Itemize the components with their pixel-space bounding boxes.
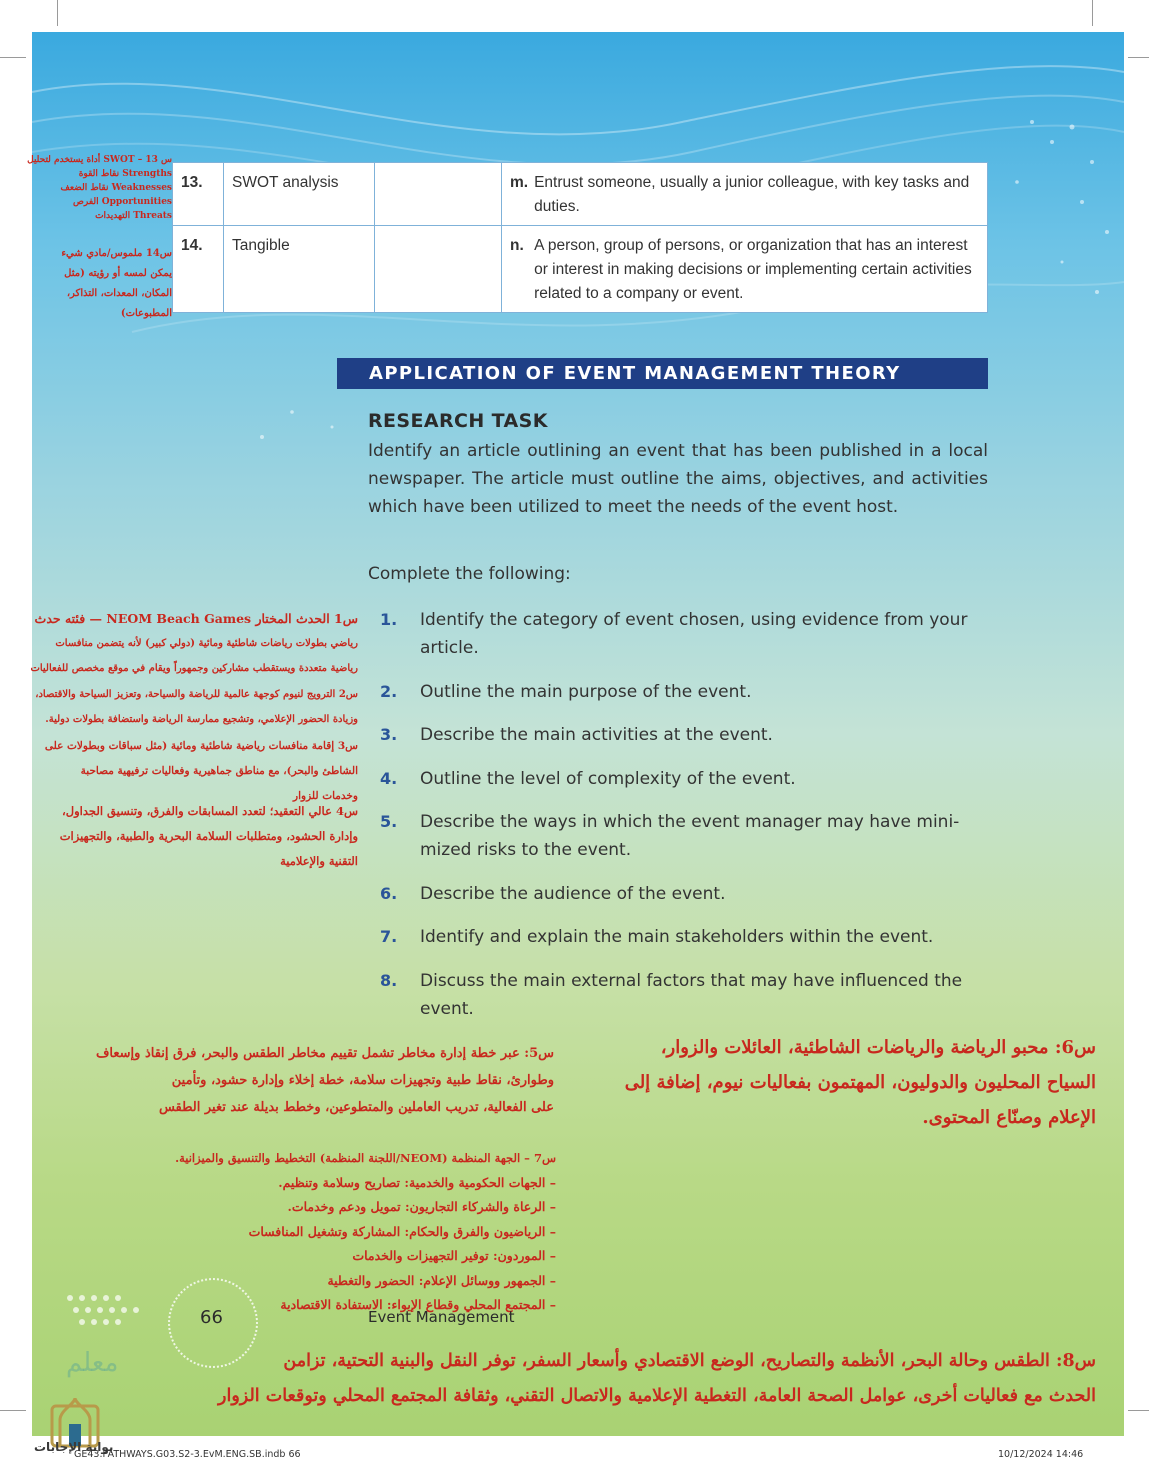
handwritten-answer-1: س1 الحدث المختار NEOM Beach Games — فئته حدث رياضي بطولات رياضات شاطئية ومائية (دولي كبير) لأنه يتضمن منافسات رياضية متعددة ويستقطب مشاركين وجمهوراً ويقام في موقع مخصص للفعاليات [30,611,358,674]
question-number: 6. [380,883,398,903]
list-item [380,678,988,706]
list-item [380,967,988,1023]
question-number: 8. [380,970,398,990]
question-list [380,606,988,1038]
crop-mark [1092,0,1093,26]
logo-text: بوابة الإجابات [34,1440,114,1454]
list-item [380,721,988,749]
question-text: Identify and explain the main stakeholders within the event. [420,927,934,947]
definition: A person, group of persons, or organization that has an interest or interest in making decisions or implementing certain activities related to a company or event. [530,226,987,313]
list-item [380,880,988,908]
question-text: Describe the audience of the event. [420,883,726,904]
handwritten-answer-2: س2 الترويج لنيوم كوجهة عالمية للرياضة والسياحة، وتعزيز السياحة والاقتصاد، وزيادة الحضور الإعلامي، وتشجيع ممارسة الرياضة واستضافة بطولات دولية. [35,689,358,725]
print-datetime: 10/12/2024 14:46 [998,1449,1084,1460]
handwritten-note-13: س 13 – SWOT أداة يستخدم لتحليل Strengths نقاط القوة Weaknesses نقاط الضعف Opportunities الفرص Threats التهديدات [27,155,172,221]
table-row [173,226,988,313]
list-item [380,923,988,951]
list-item [380,606,988,662]
question-number: 3. [380,725,398,744]
handwritten-answer-3: س3 إقامة منافسات رياضية شاطئية ومائية (مثل سباقات وبطولات على الشاطئ والبحر)، مع مناطق جماهيرية وفعاليات ترفيهية مصاحبة وخدمات للزوار [44,740,358,802]
crop-mark [0,57,26,58]
crop-mark [1128,1410,1149,1411]
question-number: 4. [380,768,398,788]
question-number: 5. [380,812,398,831]
print-file-info: GE43.PATHWAYS.G03.S2-3.EvM.ENG.SB.indb 66 [74,1449,301,1460]
page-footer-title: Event Management [368,1308,515,1326]
list-item [380,765,988,793]
watermark: معلم [66,1348,119,1378]
term: SWOT analysis [224,163,375,226]
research-task-heading: RESEARCH TASK [368,410,548,432]
answer-blank [375,163,502,226]
question-text: Discuss the main external factors that may have influenced the event. [420,970,963,1019]
handwritten-answer-6: س6: محبو الرياضة والرياضات الشاطئية، العائلات والزوار، السياح المحليون والدوليون، المهتمون بفعاليات نيوم، إضافة إلى الإعلام وصنّاع المحتوى. [624,1037,1096,1128]
question-text: Identify the category of event chosen, using evidence from your article. [420,610,968,658]
decorative-dots [62,1290,162,1330]
row-number: 13. [173,163,224,226]
question-text: Describe the main activities at the event. [420,725,773,745]
table-row [173,163,988,226]
handwritten-answer-5: س5: عبر خطة إدارة مخاطر تشمل تقييم مخاطر الطقس والبحر، فرق إنقاذ وإسعاف وطوارئ، نقاط طبية وتجهيزات سلامة، خطة إخلاء وإدارة حشود، وتأمين على الفعالية، تدريب العاملين والمتطوعين، وخطط بديلة عند تغير الطقس [95,1046,554,1115]
section-banner: APPLICATION OF EVENT MANAGEMENT THEORY [337,358,988,389]
question-number: 7. [380,927,398,946]
definition-letter: m. [502,163,531,226]
crop-mark [57,0,58,26]
handwritten-answer-8: س8: الطقس وحالة البحر، الأنظمة والتصاريح، الوضع الاقتصادي وأسعار السفر، توفر النقل والبنية التحتية، تزامن الحدث مع فعاليات أخرى، عوامل الصحة العامة، التغطية الإعلامية والاتصال التقني، وثقافة المجتمع المحلي وتوقعات الزوار [218,1351,1096,1406]
question-number: 1. [380,610,398,629]
handwritten-note-14: س14 ملموس/مادي شيء يمكن لمسه أو رؤيته (مثل المكان، المعدات، التذاكر، المطبوعات) [61,248,172,319]
question-text: Describe the ways in which the event manager may have mini-mized risks to the event. [420,812,960,860]
page-number: 66 [200,1307,223,1328]
term: Tangible [224,226,375,313]
question-text: Outline the main purpose of the event. [420,681,752,702]
handwritten-answer-4: س4 عالي التعقيد؛ لتعدد المسابقات والفرق، وتنسيق الجداول، وإدارة الحشود، ومتطلبات السلامة البحرية والطبية، والتجهيزات التقنية والإعلامية [59,804,358,868]
question-number: 2. [380,681,398,701]
answer-blank [375,226,502,313]
definition-letter: n. [502,226,531,313]
row-number: 14. [173,226,224,313]
question-text: Outline the level of complexity of the event. [420,768,796,789]
crop-mark [0,1410,26,1411]
crop-mark [1128,57,1149,58]
vocabulary-table [172,162,988,313]
complete-label: Complete the following: [368,564,571,584]
research-task-body: Identify an article outlining an event that has been published in a local newspaper. The article must outline the aims, objectives, and activities which have been utilized to meet the needs of the event host. [368,441,988,517]
list-item [380,808,988,864]
handwritten-answer-7: س7 – الجهة المنظمة (NEOM/اللجنة المنظمة) التخطيط والتنسيق والميزانية. – الجهات الحكومية والخدمية: تصاريح وسلامة وتنظيم. – الرعاة والشركاء التجاريون: تمويل ودعم وخدمات. – الرياضيون والفرق والحكام: المشاركة وتشغيل المنافسات – الموردون: توفير التجهيزات والخدمات – الجمهور ووسائل الإعلام: الحضور والتغطية – المجتمع المحلي وقطاع الإيواء: الاستفادة الاقتصادية [175,1151,556,1312]
definition: Entrust someone, usually a junior colleague, with key tasks and duties. [530,163,987,226]
